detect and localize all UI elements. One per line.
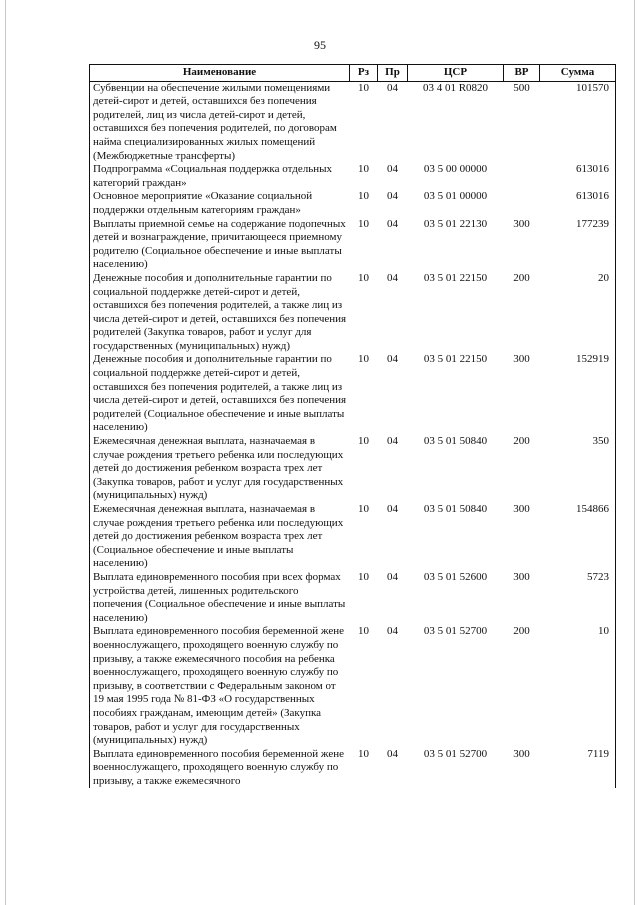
cell-pr: 04 bbox=[387, 570, 398, 583]
column-header-pr: Пр bbox=[378, 65, 408, 82]
budget-table bbox=[89, 64, 616, 788]
cell-name: Выплата единовременного пособия беременной жене военнослужащего, проходящего военную службу по призыву, а также ежемесячного пособия на ребенка военнослужащего, проходящего военную службу по призыву, в соответствии с Федеральным законом от 19 мая 1995 года № 81-ФЗ «О государственных пособиях гражданам, имеющим детей» (Закупка товаров, работ и услуг для государственных (муниципальных) нужд) bbox=[90, 625, 350, 747]
cell-vr: 300 bbox=[513, 503, 530, 515]
cell-pr: 04 bbox=[387, 353, 398, 366]
cell-sum: 613016 bbox=[540, 190, 616, 217]
cell-rz: 10 bbox=[358, 625, 369, 638]
table-body bbox=[90, 81, 616, 788]
cell-vr: 500 bbox=[513, 81, 530, 94]
cell-pr: 04 bbox=[387, 503, 398, 515]
table-row bbox=[90, 218, 616, 272]
cell-name: Основное мероприятие «Оказание социальной поддержки отдельным категориям граждан» bbox=[90, 190, 350, 217]
cell-name: Выплаты приемной семье на содержание подопечных детей и вознаграждение, причитающееся приемному родителю (Социальное обеспечение и иные выплаты населению) bbox=[90, 218, 350, 272]
table-row bbox=[90, 625, 616, 747]
cell-pr: 04 bbox=[387, 190, 398, 203]
cell-rz: 10 bbox=[358, 190, 369, 203]
cell-csr: 03 5 01 52700 bbox=[423, 625, 488, 638]
cell-vr: 300 bbox=[513, 217, 530, 230]
cell-sum: 154866 bbox=[540, 503, 616, 571]
column-header-csr: ЦСР bbox=[408, 65, 504, 82]
cell-vr: 200 bbox=[513, 435, 530, 448]
table-row bbox=[90, 571, 616, 625]
table-row bbox=[90, 163, 616, 190]
cell-rz: 10 bbox=[358, 435, 369, 448]
cell-pr: 04 bbox=[387, 81, 398, 94]
cell-pr: 04 bbox=[387, 163, 398, 176]
cell-sum: 20 bbox=[540, 272, 616, 354]
cell-vr: 200 bbox=[513, 271, 530, 284]
cell-csr: 03 5 01 50840 bbox=[423, 435, 488, 448]
cell-csr: 03 5 01 52700 bbox=[423, 747, 488, 760]
cell-csr: 03 5 01 00000 bbox=[423, 190, 488, 203]
column-header-rz: Рз bbox=[350, 65, 378, 82]
table-row bbox=[90, 190, 616, 217]
cell-pr: 04 bbox=[387, 625, 398, 638]
cell-rz: 10 bbox=[358, 81, 369, 94]
cell-vr bbox=[504, 190, 540, 217]
cell-sum: 101570 bbox=[540, 81, 616, 163]
cell-pr: 04 bbox=[387, 217, 398, 230]
cell-name: Ежемесячная денежная выплата, назначаемая в случае рождения третьего ребенка или последующих детей до достижения ребенком возраста трех лет (Закупка товаров, работ и услуг для государственных (муниципальных) нужд) bbox=[90, 435, 350, 503]
cell-name: Подпрограмма «Социальная поддержка отдельных категорий граждан» bbox=[90, 163, 350, 190]
table-row bbox=[90, 81, 616, 163]
cell-sum: 5723 bbox=[540, 571, 616, 625]
cell-sum: 152919 bbox=[540, 353, 616, 435]
scan-edge-left bbox=[5, 0, 6, 905]
cell-name: Выплата единовременного пособия беременной жене военнослужащего, проходящего военную службу по призыву, а также ежемесячного bbox=[90, 748, 350, 789]
cell-vr: 300 bbox=[513, 747, 530, 760]
cell-sum: 177239 bbox=[540, 218, 616, 272]
cell-vr: 300 bbox=[513, 570, 530, 583]
cell-csr: 03 5 00 00000 bbox=[423, 163, 488, 176]
table-header-row bbox=[90, 65, 616, 82]
cell-sum: 7119 bbox=[540, 748, 616, 789]
cell-vr: 300 bbox=[513, 353, 530, 366]
table-row bbox=[90, 503, 616, 571]
table-row bbox=[90, 272, 616, 354]
column-header-vr: ВР bbox=[504, 65, 540, 82]
cell-name: Выплата единовременного пособия при всех формах устройства детей, лишенных родительского попечения (Социальное обеспечение и иные выплаты населению) bbox=[90, 571, 350, 625]
cell-csr: 03 5 01 52600 bbox=[423, 570, 488, 583]
cell-pr: 04 bbox=[387, 747, 398, 760]
cell-name: Субвенции на обеспечение жилыми помещениями детей-сирот и детей, оставшихся без попечения родителей, лиц из числа детей-сирот и детей, оставшихся без попечения родителей, по договорам найма специализированных жилых помещений (Межбюджетные трансферты) bbox=[90, 81, 350, 163]
cell-csr: 03 5 01 22130 bbox=[423, 217, 488, 230]
column-header-sum: Сумма bbox=[540, 65, 616, 82]
cell-name: Денежные пособия и дополнительные гарантии по социальной поддержке детей-сирот и детей, оставшихся без попечения родителей, а также лиц из числа детей-сирот и детей, оставшихся без попечения родителей (Закупка товаров, работ и услуг для государственных (муниципальных) нужд) bbox=[90, 272, 350, 354]
cell-rz: 10 bbox=[358, 503, 369, 515]
cell-sum: 10 bbox=[540, 625, 616, 747]
table-row bbox=[90, 435, 616, 503]
cell-sum: 350 bbox=[540, 435, 616, 503]
column-header-name: Наименование bbox=[90, 65, 350, 82]
cell-vr bbox=[504, 163, 540, 190]
cell-rz: 10 bbox=[358, 163, 369, 176]
cell-csr: 03 5 01 50840 bbox=[423, 503, 488, 515]
cell-sum: 613016 bbox=[540, 163, 616, 190]
table-row bbox=[90, 353, 616, 435]
cell-rz: 10 bbox=[358, 217, 369, 230]
cell-vr: 200 bbox=[513, 625, 530, 638]
cell-rz: 10 bbox=[358, 353, 369, 366]
cell-csr: 03 5 01 22150 bbox=[423, 271, 488, 284]
cell-rz: 10 bbox=[358, 271, 369, 284]
table-row bbox=[90, 748, 616, 789]
cell-rz: 10 bbox=[358, 747, 369, 760]
cell-pr: 04 bbox=[387, 435, 398, 448]
cell-name: Ежемесячная денежная выплата, назначаемая в случае рождения третьего ребенка или последующих детей до достижения ребенком возраста трех лет (Социальное обеспечение и иные выплаты населению) bbox=[90, 503, 350, 571]
scan-edge-right bbox=[634, 0, 635, 905]
page-number: 95 bbox=[314, 38, 326, 52]
cell-rz: 10 bbox=[358, 570, 369, 583]
cell-csr: 03 4 01 R0820 bbox=[422, 81, 489, 94]
cell-pr: 04 bbox=[387, 271, 398, 284]
cell-name: Денежные пособия и дополнительные гарантии по социальной поддержке детей-сирот и детей, оставшихся без попечения родителей, а также лиц из числа детей-сирот и детей, оставшихся без попечения родителей (Социальное обеспечение и иные выплаты населению) bbox=[90, 353, 350, 435]
cell-csr: 03 5 01 22150 bbox=[423, 353, 488, 366]
